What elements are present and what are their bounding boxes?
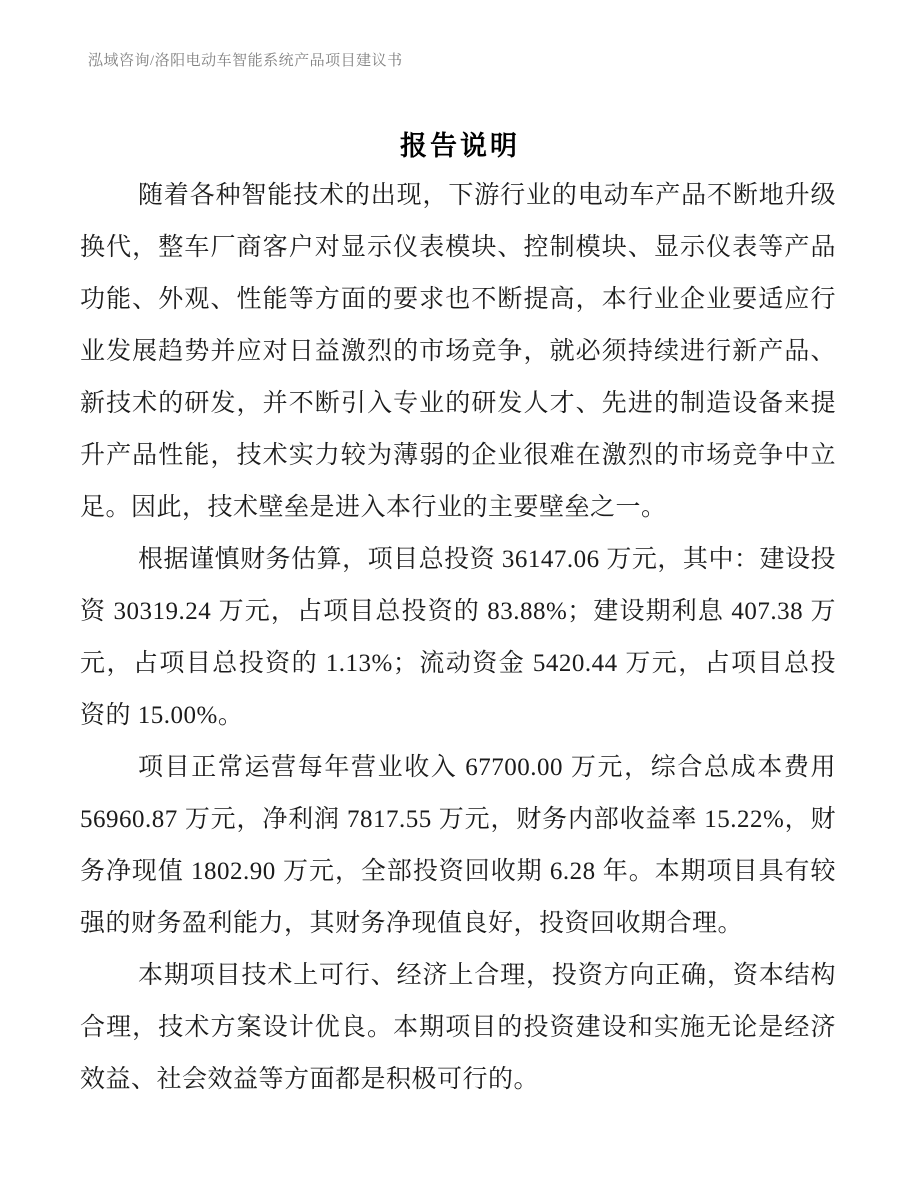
paragraph-investment-estimate: 根据谨慎财务估算，项目总投资 36147.06 万元，其中：建设投资 30319.24 万元，占项目总投资的 83.88%；建设期利息 407.38 万元，占项目总投资的 1.13%；流动资金 5420.44 万元，占项目总投资的 15.00%。 bbox=[80, 546, 836, 729]
document-header-text: 泓域咨询/洛阳电动车智能系统产品项目建议书 bbox=[88, 53, 403, 69]
document-body bbox=[80, 170, 836, 1106]
paragraph-feasibility-conclusion: 本期项目技术上可行、经济上合理，投资方向正确，资本结构合理，技术方案设计优良。本期项目的投资建设和实施无论是经济效益、社会效益等方面都是积极可行的。 bbox=[80, 962, 836, 1093]
page-title: 报告说明 bbox=[400, 131, 520, 161]
paragraph-operating-financials: 项目正常运营每年营业收入 67700.00 万元，综合总成本费用 56960.87 万元，净利润 7817.55 万元，财务内部收益率 15.22%，财务净现值 1802.90 万元，全部投资回收期 6.28 年。本期项目具有较强的财务盈利能力，其财务净现值良好，投资回收期合理。 bbox=[80, 754, 836, 937]
paragraph-industry-tech-barrier: 随着各种智能技术的出现，下游行业的电动车产品不断地升级换代，整车厂商客户对显示仪表模块、控制模块、显示仪表等产品功能、外观、性能等方面的要求也不断提高，本行业企业要适应行业发展趋势并应对日益激烈的市场竞争，就必须持续进行新产品、新技术的研发，并不断引入专业的研发人才、先进的制造设备来提升产品性能，技术实力较为薄弱的企业很难在激烈的市场竞争中立足。因此，技术壁垒是进入本行业的主要壁垒之一。 bbox=[80, 182, 836, 521]
